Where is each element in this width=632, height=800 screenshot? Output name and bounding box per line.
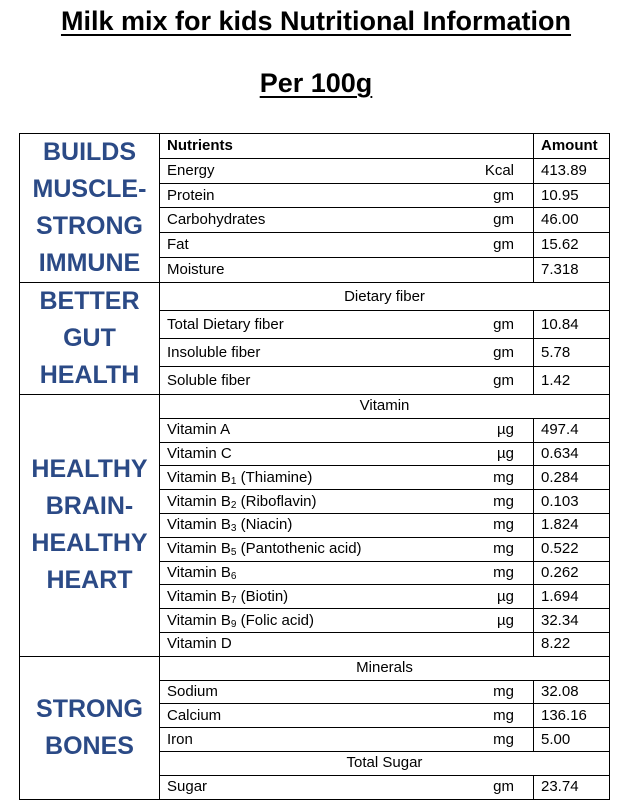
nutrient-unit: gm	[467, 339, 534, 367]
nutrient-amount: 1.42	[534, 367, 610, 395]
nutrient-amount: 0.284	[534, 466, 610, 490]
nutrient-name: Moisture	[160, 258, 467, 283]
nutrient-amount: 15.62	[534, 233, 610, 258]
side-label-strong-bones: STRONG BONES	[20, 656, 160, 799]
nutrients-header: Nutrients	[160, 134, 534, 159]
nutrient-name: Soluble fiber	[160, 367, 467, 395]
nutrient-name: Protein	[160, 183, 467, 208]
nutrient-amount: 5.78	[534, 339, 610, 367]
section-heading-dietary-fiber: Dietary fiber	[160, 283, 610, 311]
nutrient-name: Vitamin D	[160, 632, 467, 656]
nutrient-amount: 5.00	[534, 728, 610, 752]
nutrient-unit: mg	[467, 466, 534, 490]
nutrient-name: Vitamin $B_3$ (Niacin)	[160, 513, 467, 537]
nutrient-name: Iron	[160, 728, 467, 752]
nutrient-amount: 1.694	[534, 585, 610, 609]
nutrient-amount: 1.824	[534, 513, 610, 537]
section-heading-total-sugar: Total Sugar	[160, 751, 610, 775]
nutrient-unit: mg	[467, 537, 534, 561]
nutrient-amount: 497.4	[534, 418, 610, 442]
nutrition-table	[19, 133, 610, 800]
nutrient-name: Sugar	[160, 775, 467, 799]
nutrient-amount: 32.34	[534, 609, 610, 633]
side-label-brain-heart: HEALTHY BRAIN- HEALTHY HEART	[20, 395, 160, 657]
nutrient-name: Vitamin $B_7$ (Biotin)	[160, 585, 467, 609]
page-title: Milk mix for kids Nutritional Information	[60, 6, 572, 36]
nutrient-unit: Kcal	[467, 158, 534, 183]
header-row	[20, 134, 610, 159]
nutrient-unit: gm	[467, 311, 534, 339]
nutrient-unit: mg	[467, 561, 534, 585]
nutrient-amount: 413.89	[534, 158, 610, 183]
section-row	[20, 283, 610, 311]
section-heading-vitamin: Vitamin	[160, 395, 610, 419]
nutrient-name: Vitamin C	[160, 442, 467, 466]
nutrient-amount: 10.84	[534, 311, 610, 339]
section-heading-minerals: Minerals	[160, 656, 610, 680]
nutrient-name: Total Dietary fiber	[160, 311, 467, 339]
nutrient-unit: gm	[467, 233, 534, 258]
nutrient-name: Carbohydrates	[160, 208, 467, 233]
nutrient-name: Vitamin $B_9$ (Folic acid)	[160, 609, 467, 633]
nutrient-amount: 136.16	[534, 704, 610, 728]
nutrient-amount: 10.95	[534, 183, 610, 208]
nutrient-name: Fat	[160, 233, 467, 258]
nutrient-unit: mg	[467, 728, 534, 752]
nutrient-amount: 7.318	[534, 258, 610, 283]
nutrient-amount: 0.522	[534, 537, 610, 561]
nutrient-amount: 8.22	[534, 632, 610, 656]
nutrient-unit: mg	[467, 704, 534, 728]
nutrient-unit: gm	[467, 367, 534, 395]
section-row	[20, 656, 610, 680]
nutrient-name: Vitamin $B_2$ (Riboflavin)	[160, 490, 467, 514]
nutrient-name: Calcium	[160, 704, 467, 728]
nutrient-amount: 0.103	[534, 490, 610, 514]
nutrient-unit: µg	[467, 609, 534, 633]
nutrient-unit: µg	[467, 418, 534, 442]
nutrient-unit	[467, 632, 534, 656]
nutrient-unit: mg	[467, 680, 534, 704]
page-subtitle: Per 100g	[259, 68, 373, 98]
nutrient-unit: gm	[467, 775, 534, 799]
nutrient-unit: gm	[467, 183, 534, 208]
amount-header: Amount	[534, 134, 610, 159]
nutrient-unit	[467, 258, 534, 283]
nutrient-amount: 32.08	[534, 680, 610, 704]
section-row	[20, 395, 610, 419]
nutrient-unit: mg	[467, 490, 534, 514]
nutrient-name: Vitamin $B_5$ (Pantothenic acid)	[160, 537, 467, 561]
nutrient-unit: mg	[467, 513, 534, 537]
nutrient-name: Sodium	[160, 680, 467, 704]
nutrient-amount: 23.74	[534, 775, 610, 799]
nutrient-unit: µg	[467, 585, 534, 609]
nutrient-name: Insoluble fiber	[160, 339, 467, 367]
nutrient-name: Vitamin $B_1$ (Thiamine)	[160, 466, 467, 490]
nutrient-amount: 0.262	[534, 561, 610, 585]
nutrient-unit: gm	[467, 208, 534, 233]
nutrient-amount: 0.634	[534, 442, 610, 466]
side-label-gut-health: BETTER GUT HEALTH	[20, 283, 160, 395]
nutrient-unit: µg	[467, 442, 534, 466]
nutrient-name: Vitamin $B_6$	[160, 561, 467, 585]
nutrient-name: Energy	[160, 158, 467, 183]
side-label-muscle-immune: BUILDS MUSCLE- STRONG IMMUNE	[20, 134, 160, 283]
nutrient-name: Vitamin A	[160, 418, 467, 442]
nutrient-amount: 46.00	[534, 208, 610, 233]
